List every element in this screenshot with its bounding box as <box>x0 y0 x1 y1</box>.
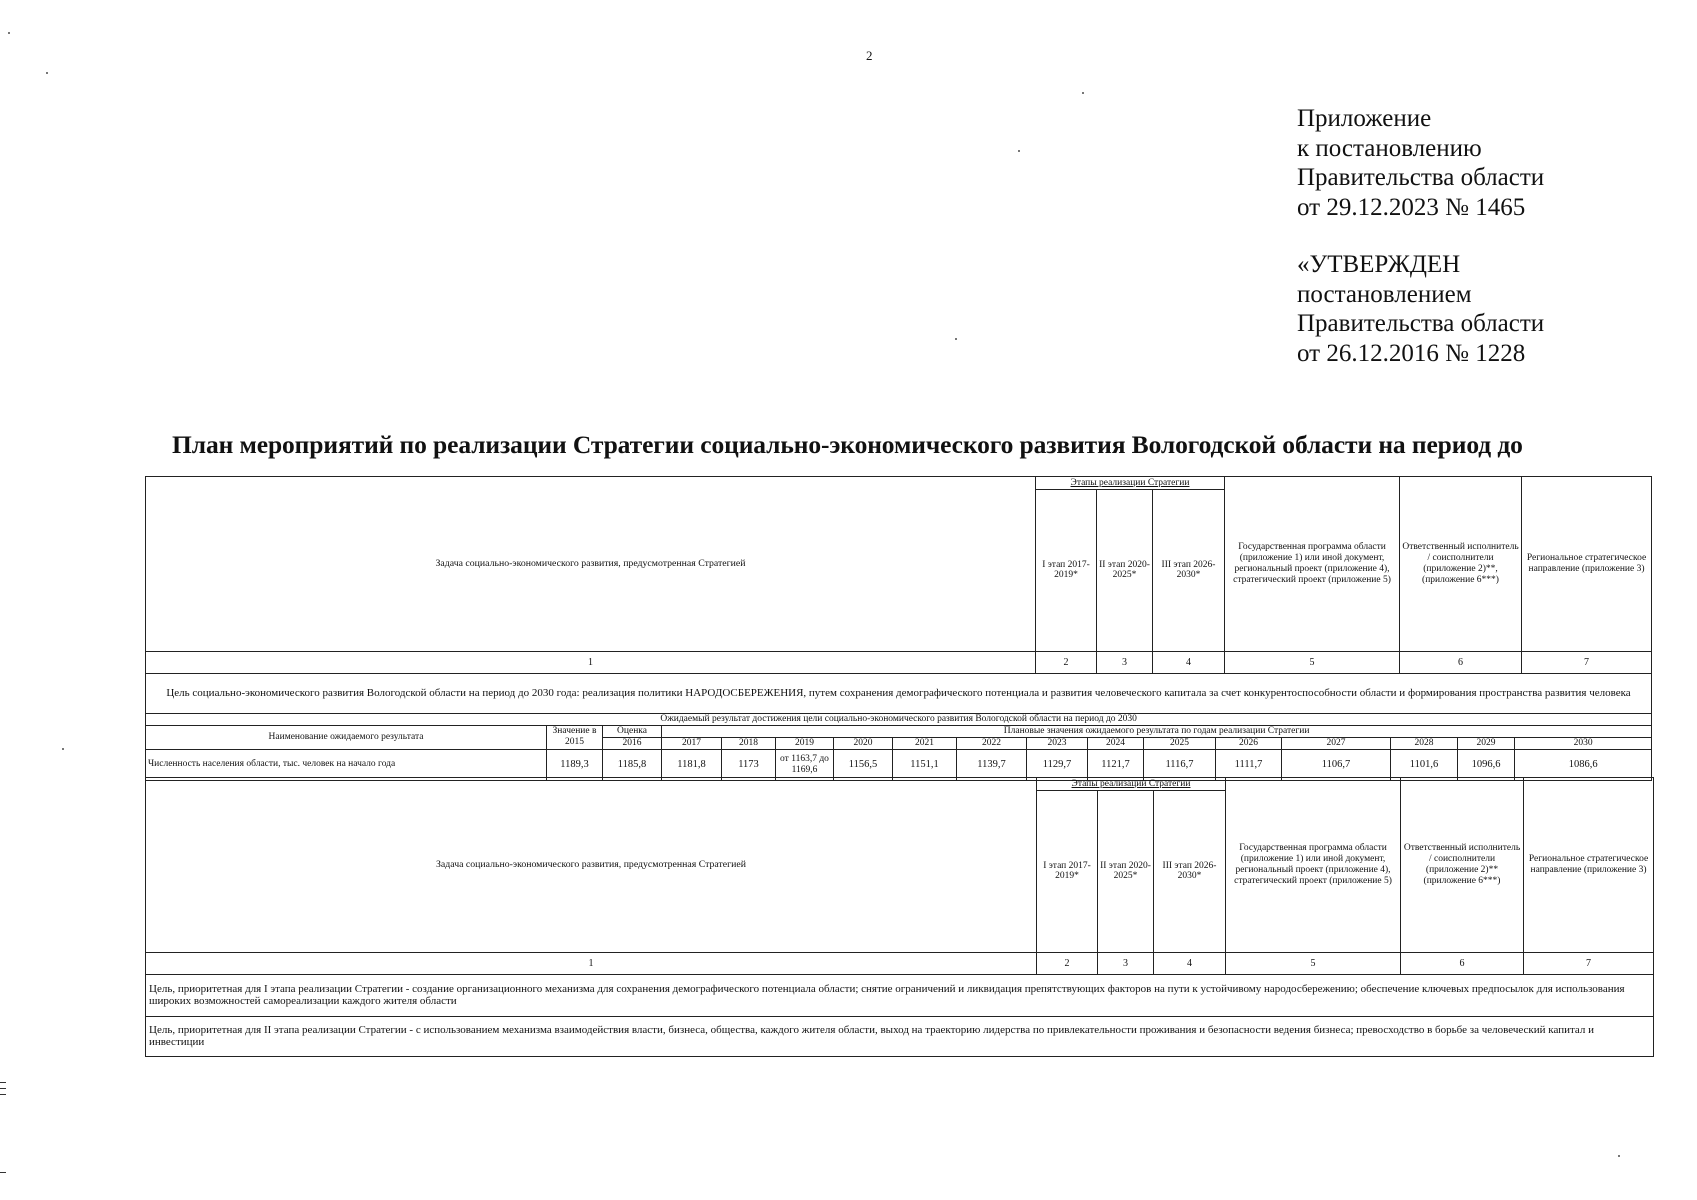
scan-speck <box>1018 150 1020 152</box>
value-cell: от 1163,7 до 1169,6 <box>776 749 834 780</box>
result-name: Численность населения области, тыс. человек на начало года <box>146 749 547 780</box>
value-cell: 1173 <box>722 749 776 780</box>
stage-1-header: I этап 2017-2019* <box>1036 489 1097 651</box>
approval-line: Правительства области <box>1297 310 1545 337</box>
header-table-2 <box>145 777 1654 1057</box>
column-number: 5 <box>1225 651 1400 673</box>
scan-speck <box>8 32 10 34</box>
results-title: Ожидаемый результат достижения цели социально-экономического развития Вологодской области на период до 2030 <box>146 714 1652 726</box>
estimate-header: Оценка <box>603 725 662 737</box>
value-cell: 1111,7 <box>1216 749 1282 780</box>
stages-header: Этапы реализации Стратегии <box>1037 778 1226 791</box>
column-number: 1 <box>146 651 1036 673</box>
goal-row: Цель социально-экономического развития Вологодской области на период до 2030 года: реализация политики НАРОДОСБЕРЕЖЕНИЯ, путем сохранения демографического потенциала и развития человеческого капитала за счет конкурентоспособности области и формирования пространства развития человека <box>146 673 1652 713</box>
scan-speck <box>955 338 957 340</box>
column-number: 5 <box>1226 952 1401 974</box>
program-header: Государственная программа области (приложение 1) или иной документ, региональный проект (приложение 4), стратегический проект (приложение 5) <box>1226 778 1401 953</box>
column-number: 3 <box>1098 952 1154 974</box>
column-number: 4 <box>1153 651 1225 673</box>
direction-header: Региональное стратегическое направление (приложение 3) <box>1524 778 1654 953</box>
direction-header: Региональное стратегическое направление (приложение 3) <box>1522 477 1652 652</box>
value-cell: 1106,7 <box>1282 749 1391 780</box>
value-cell: 1101,6 <box>1391 749 1458 780</box>
scan-speck <box>1618 1155 1620 1157</box>
executor-header: Ответственный исполнитель / соисполнители (приложение 2)**, (приложение 6***) <box>1400 477 1522 652</box>
year-header: 2027 <box>1282 737 1391 749</box>
column-number: 2 <box>1037 952 1098 974</box>
year-header: 2029 <box>1458 737 1515 749</box>
header-table <box>145 476 1652 714</box>
estimate-2016: 1185,8 <box>603 749 662 780</box>
approval-line: «УТВЕРЖДЕН <box>1297 251 1461 278</box>
stage-1-goal-row: Цель, приоритетная для I этапа реализации Стратегии - создание организационного механизма для сохранения демографического потенциала области; снятие ограничений и ликвидация препятствующих факторов на пути к устойчивому народосбережению; обеспечение ключевых предпосылок для использования широких возможностей самореализации каждого жителя области <box>146 974 1654 1016</box>
year-header: 2030 <box>1515 737 1652 749</box>
planned-values-header: Плановые значения ожидаемого результата по годам реализации Стратегии <box>662 725 1652 737</box>
year-header: 2020 <box>834 737 893 749</box>
estimate-year: 2016 <box>603 737 662 749</box>
scan-mark <box>0 1088 6 1089</box>
year-header: 2018 <box>722 737 776 749</box>
plan-table <box>145 476 1651 1058</box>
value-cell: 1121,7 <box>1088 749 1144 780</box>
scan-mark <box>0 1094 6 1095</box>
approval-block <box>1297 104 1677 368</box>
column-number: 2 <box>1036 651 1097 673</box>
stage-3-header: III этап 2026-2030* <box>1154 790 1226 952</box>
task-header: Задача социально-экономического развития, предусмотренная Стратегией <box>146 778 1037 953</box>
value-cell: 1116,7 <box>1144 749 1216 780</box>
stage-3-header: III этап 2026-2030* <box>1153 489 1225 651</box>
value-2015: 1189,3 <box>547 749 603 780</box>
column-number: 7 <box>1522 651 1652 673</box>
value-cell: 1096,6 <box>1458 749 1515 780</box>
result-name-header: Наименование ожидаемого результата <box>146 725 547 749</box>
column-number: 4 <box>1154 952 1226 974</box>
stage-2-goal-row: Цель, приоритетная для II этапа реализации Стратегии - с использованием механизма взаимодействия власти, бизнеса, общества, каждого жителя области, выход на траекторию лидерства по привлекательности проживания и безопасности ведения бизнеса; превосходство в борьбе за человеческий капитал и инвестиции <box>146 1016 1654 1056</box>
value-2015-header: Значение в 2015 <box>547 725 603 749</box>
approval-line: Приложение <box>1297 105 1432 132</box>
column-number: 6 <box>1400 651 1522 673</box>
year-header: 2024 <box>1088 737 1144 749</box>
year-header: 2017 <box>662 737 722 749</box>
year-header: 2019 <box>776 737 834 749</box>
program-header: Государственная программа области (приложение 1) или иной документ, региональный проект (приложение 4), стратегический проект (приложение 5) <box>1225 477 1400 652</box>
column-number: 3 <box>1097 651 1153 673</box>
scan-mark <box>0 1172 6 1173</box>
approval-line: от 26.12.2016 № 1228 <box>1297 339 1526 367</box>
plan-title: План мероприятий по реализации Стратегии социально-экономического развития Вологодской области на период до <box>172 430 1523 459</box>
approval-line: постановлением <box>1297 280 1472 308</box>
year-header: 2022 <box>957 737 1027 749</box>
approval-line: к постановлению <box>1297 134 1482 162</box>
column-number: 1 <box>146 952 1037 974</box>
year-header: 2028 <box>1391 737 1458 749</box>
stage-2-header: II этап 2020-2025* <box>1098 790 1154 952</box>
executor-header: Ответственный исполнитель / соисполнители (приложение 2)** (приложение 6***) <box>1401 778 1524 953</box>
year-header: 2023 <box>1027 737 1088 749</box>
value-cell: 1156,5 <box>834 749 893 780</box>
value-cell: 1086,6 <box>1515 749 1652 780</box>
scan-speck <box>62 748 64 750</box>
scan-mark <box>0 1082 6 1083</box>
year-header: 2025 <box>1144 737 1216 749</box>
column-number: 7 <box>1524 952 1654 974</box>
scan-speck <box>1082 92 1084 94</box>
value-cell: 1181,8 <box>662 749 722 780</box>
approval-line: от 29.12.2023 № 1465 <box>1297 193 1526 221</box>
stage-2-header: II этап 2020-2025* <box>1097 489 1153 651</box>
approval-line: Правительства области <box>1297 164 1545 191</box>
year-header: 2021 <box>893 737 957 749</box>
results-table <box>145 713 1652 781</box>
stages-header: Этапы реализации Стратегии <box>1036 477 1225 490</box>
column-number: 6 <box>1401 952 1524 974</box>
value-cell: 1129,7 <box>1027 749 1088 780</box>
page-number: 2 <box>866 48 873 63</box>
task-header: Задача социально-экономического развития, предусмотренная Стратегией <box>146 477 1036 652</box>
year-header: 2026 <box>1216 737 1282 749</box>
scan-speck <box>46 72 48 74</box>
value-cell: 1139,7 <box>957 749 1027 780</box>
stage-1-header: I этап 2017-2019* <box>1037 790 1098 952</box>
value-cell: 1151,1 <box>893 749 957 780</box>
